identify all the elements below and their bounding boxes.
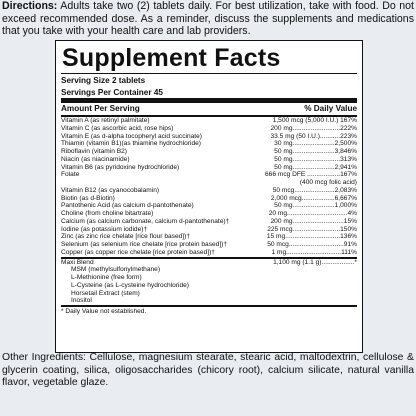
nutrient-name: Calcium (as calcium carbonate, calcium d-pantothenate)† [61,217,230,225]
nutrient-row [61,202,357,210]
nutrient-row [61,179,357,187]
nutrient-name: Iodine (as potassium iodide)† [61,225,148,233]
nutrient-amount: 50 mcg..............................91% [267,241,357,248]
nutrient-amount: 50 mcg......................2,083% [272,186,357,194]
nutrient-name: Zinc (as zinc rice chelate [rice flour based])† [61,233,190,241]
nutrient-name: Vitamin E (as d-alpha tocopheryl acid succinate) [61,132,202,140]
nutrient-row [61,125,357,133]
nutrient-amount: 50 mg..........................313% [274,155,357,163]
nutrient-row [61,187,357,195]
nutrient-row [61,140,357,148]
nutrient-row [61,171,357,179]
nutrient-name: Riboflavin (vitamin B2) [61,148,127,155]
nutrient-name: Thiamin (vitamin B1)(as thiamine hydrochloride) [61,140,201,148]
nutrient-row [61,210,357,218]
nutrient-row [61,117,357,125]
blend-item: L-Methionine (free form) [71,274,142,281]
directions-body: Adults take two (2) tablets daily. For best utilization, take with food. Do not exceed recommended dose. As a reminder, discuss the supplements and medications that you take with your health care and lab providers. [2,0,414,38]
nutrient-name: Selenium (as selenium rice chelate [rice protein based])† [61,241,228,248]
nutrient-amount: 15 mg..............................136% [266,233,357,241]
other-ingredients: Other Ingredients: Cellulose, magnesium stearate, stearic acid, maltodextrin, cellulose & glycerin coating, silica, oligosaccharides (chicory root), calcium silicate, natural vanilla flavor, vegetable glaze. [2,352,414,389]
nutrient-list [61,117,357,257]
nutrient-name: Niacin (as niacinamide) [61,155,130,163]
blend-name: Maxi Blend [61,258,94,266]
servings-per-container: Servings Per Container 45 [61,87,163,97]
header-amount: Amount Per Serving [61,104,140,113]
nutrient-amount: 30 mg.......................2,500% [274,140,357,148]
footnote: * Daily Value not established. [61,308,147,315]
nutrient-row [61,226,357,234]
nutrient-amount: 666 mcg DFE ..................167% [265,171,357,179]
directions-label: Directions: [2,0,58,12]
nutrient-row [61,249,357,257]
nutrient-amount: 225 mcg..........................150% [267,225,357,233]
nutrient-name: Pantothenic Acid (as calcium d-pantothenate) [61,202,194,210]
nutrient-name: Vitamin C (as ascorbic acid, rose hips) [61,124,174,132]
nutrient-amount: 1,500 mcg (5,000 I.U.) 167% [272,117,357,124]
nutrient-row [61,195,357,203]
nutrient-row [61,241,357,249]
blend-row [61,259,357,267]
nutrient-name: Vitamin B6 (as pyridoxine hydrochloride) [61,163,180,171]
divider [61,73,357,74]
blend-item: Horsetail Extract (stem) [71,289,140,297]
directions-text [2,0,414,38]
nutrient-amount: 50 mg.......................3,846% [274,148,357,155]
nutrient-amount: 200 mg............................15% [270,217,357,225]
nutrient-amount: (400 mcg folic acid) [299,179,357,186]
nutrient-amount: 33.5 mg (50 I.U.)...........223% [270,132,357,140]
nutrient-name: Vitamin A (as retinyl palmitate) [61,117,150,124]
blend-item: Inositol [71,297,92,305]
panel-title: Supplement Facts [62,44,281,72]
blend-items [61,266,357,305]
nutrient-amount: 2,000 mcg..................6,667% [270,194,357,202]
nutrient-amount: 50 mg.......................2,941% [274,163,357,171]
blend-item: MSM (methylsulfonylmethane) [71,266,161,274]
nutrient-row [61,164,357,172]
column-header [61,103,357,115]
nutrient-name: Folate [61,171,80,179]
nutrient-name: Choline (from choline bitartrate) [61,210,154,217]
nutrient-amount: 20 mg.................................4% [268,210,357,217]
supplement-facts-panel [55,40,363,353]
nutrient-name: Copper (as copper rice chelate [rice protein based])† [61,248,215,256]
nutrient-row [61,133,357,141]
nutrient-amount: 1 mg..............................111% [271,248,357,256]
nutrient-name: Vitamin B12 (as cyanocobalamin) [61,186,160,194]
nutrient-row [61,148,357,156]
nutrient-name: Biotin (as d-Biotin) [61,194,115,202]
nutrient-row [61,156,357,164]
serving-size: Serving Size 2 tablets [61,76,146,85]
nutrient-amount: 50 mg.......................1,000% [274,202,357,210]
nutrient-amount: 200 mg..........................222% [270,124,357,132]
blend-value: 1,100 mg (1.1 g)..................* [273,258,357,266]
nutrient-row [61,233,357,241]
nutrient-row [61,218,357,226]
header-daily-value: % Daily Value [304,104,357,113]
blend-item: L-Cysteine (as L-cysteine hydrochloride) [71,281,190,289]
